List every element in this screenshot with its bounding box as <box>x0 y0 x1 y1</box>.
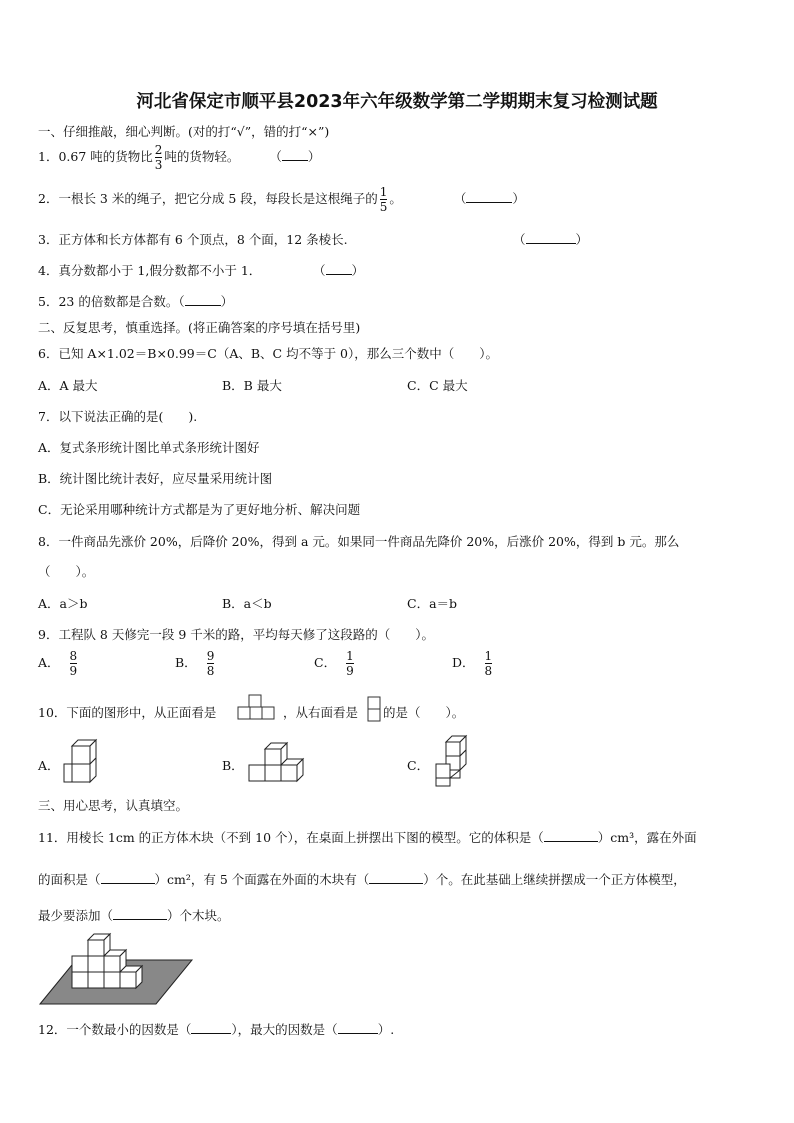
fraction: $\frac{1}{9}$ <box>346 649 354 678</box>
option-b[interactable]: B．统计图比统计表好，应尽量采用统计图 <box>38 471 273 486</box>
question-8: 8．一件商品先涨价 20%，后降价 20%，得到 a 元。如果同一件商品先降价 20%，后涨价 20%，得到 b 元。那么 <box>38 534 680 549</box>
answer-blank[interactable] <box>282 148 308 161</box>
option-a[interactable]: A． $\frac{8}{9}$ <box>38 649 78 678</box>
question-11-line3: 最少要添加（ ）个木块。 <box>38 908 230 923</box>
question-text: 的是（ ）。 <box>383 705 465 720</box>
answer-blank[interactable] <box>369 871 423 884</box>
option-b[interactable]: B．a＜b <box>222 596 272 611</box>
question-text: ，从右面看是 <box>283 705 359 720</box>
section-3-heading: 三、用心思考，认真填空。 <box>38 798 189 813</box>
question-text: 下面的图形中，从正面看是 <box>66 705 217 720</box>
question-11-line1: 11．用棱长 1cm 的正方体木块（不到 10 个），在桌面上拼摆出下图的模型。它的体积是（ ）cm³，露在外面 <box>38 830 697 845</box>
question-12: 12．一个数最小的因数是（ ），最大的因数是（ ）. <box>38 1022 395 1037</box>
section-1-heading: 一、仔细推敲，细心判断。(对的打“√”，错的打“×”) <box>38 124 330 139</box>
question-2: 2．一根长 3 米的绳子，把它分成 5 段，每段长是这根绳子的 $\frac{1}{5}$ 。 （ ） <box>38 185 525 214</box>
option-c-cube-figure <box>432 734 472 790</box>
answer-parens: （ ） <box>313 263 365 278</box>
answer-blank[interactable] <box>526 231 576 244</box>
question-5: 5．23 的倍数都是合数。（ ） <box>38 294 234 309</box>
question-text: 用棱长 1cm 的正方体木块（不到 10 个），在桌面上拼摆出下图的模型。它的体积是（ <box>66 830 544 845</box>
question-8-line2: （ ）。 <box>38 564 95 579</box>
answer-blank[interactable] <box>113 907 167 920</box>
question-4: 4．真分数都小于 1,假分数都不小于 1． <box>38 263 262 278</box>
question-text: 正方体和长方体都有 6 个顶点，8 个面，12 条棱长. <box>58 232 348 247</box>
question-text: 一根长 3 米的绳子，把它分成 5 段，每段长是这根绳子的 <box>58 191 378 206</box>
option-c[interactable]: C．无论采用哪种统计方式都是为了更好地分析、解决问题 <box>38 502 361 517</box>
option-c[interactable]: C． <box>407 758 430 773</box>
question-text: 一件商品先涨价 20%，后降价 20%，得到 a 元。如果同一件商品先降价 20%，后涨价 20%，得到 b 元。那么 <box>58 534 680 549</box>
option-d[interactable]: D． $\frac{1}{8}$ <box>452 649 493 678</box>
answer-parens: （ ） <box>513 232 589 247</box>
option-a[interactable]: A．复式条形统计图比单式条形统计图好 <box>38 440 260 455</box>
fraction: $\frac{1}{5}$ <box>379 185 388 214</box>
answer-blank[interactable] <box>338 1021 378 1034</box>
option-b-cube-figure <box>247 741 307 785</box>
answer-blank[interactable] <box>544 829 598 842</box>
question-3: 3．正方体和长方体都有 6 个顶点，8 个面，12 条棱长. <box>38 232 348 247</box>
question-10: 10．下面的图形中，从正面看是 <box>38 705 217 720</box>
front-view-figure <box>237 694 283 722</box>
fraction: $\frac{8}{9}$ <box>69 649 78 678</box>
fraction: $\frac{2}{3}$ <box>154 143 163 172</box>
question-9: 9．工程队 8 天修完一段 9 千米的路，平均每天修了这段路的（ ）。 <box>38 627 435 642</box>
answer-blank[interactable] <box>466 190 512 203</box>
cube-model-figure <box>38 930 198 1008</box>
answer-blank[interactable] <box>326 262 352 275</box>
page-title: 河北省保定市顺平县2023年六年级数学第二学期期末复习检测试题 <box>136 92 658 112</box>
question-text: 吨的货物轻。 <box>164 149 240 164</box>
question-6: 6．已知 A×1.02＝B×0.99＝C（A、B、C 均不等于 0），那么三个数中（ ）。 <box>38 346 498 361</box>
option-b[interactable]: B．B 最大 <box>222 378 282 393</box>
option-a[interactable]: A． <box>38 758 60 773</box>
question-11-line2: 的面积是（ ）cm²，有 5 个面露在外面的木块有（ ）个。在此基础上继续拼摆成一个正方体模型， <box>38 872 686 887</box>
question-number: 1． <box>38 149 59 164</box>
answer-blank[interactable] <box>101 871 155 884</box>
question-1: 1．0.67 吨的货物比 $\frac{2}{3}$ 吨的货物轻。 （ ） <box>38 143 321 172</box>
section-2-heading: 二、反复思考，慎重选择。(将正确答案的序号填在括号里) <box>38 320 361 335</box>
question-text: 23 的倍数都是合数。 <box>58 294 179 309</box>
question-text: 0.67 吨的货物比 <box>58 149 153 164</box>
fraction: $\frac{1}{8}$ <box>484 649 493 678</box>
answer-blank[interactable] <box>185 293 221 306</box>
answer-blank[interactable] <box>191 1021 231 1034</box>
option-a[interactable]: A．A 最大 <box>38 378 98 393</box>
option-a-cube-figure <box>62 738 98 788</box>
question-text: 真分数都小于 1,假分数都不小于 1． <box>58 263 262 278</box>
right-view-figure <box>367 696 383 724</box>
option-b[interactable]: B． <box>222 758 244 773</box>
question-text: 工程队 8 天修完一段 9 千米的路，平均每天修了这段路的（ ）。 <box>58 627 435 642</box>
option-c[interactable]: C．C 最大 <box>407 378 468 393</box>
question-7: 7．以下说法正确的是( ). <box>38 409 198 424</box>
option-b[interactable]: B． $\frac{9}{8}$ <box>175 649 215 678</box>
question-text: 一个数最小的因数是（ <box>66 1022 192 1037</box>
question-text: 已知 A×1.02＝B×0.99＝C（A、B、C 均不等于 0），那么三个数中（ ）。 <box>58 346 498 361</box>
option-c[interactable]: C． $\frac{1}{9}$ <box>314 649 354 678</box>
option-c[interactable]: C．a＝b <box>407 596 458 611</box>
question-text: 以下说法正确的是( ). <box>58 409 198 424</box>
option-a[interactable]: A．a＞b <box>38 596 88 611</box>
fraction: $\frac{9}{8}$ <box>206 649 215 678</box>
